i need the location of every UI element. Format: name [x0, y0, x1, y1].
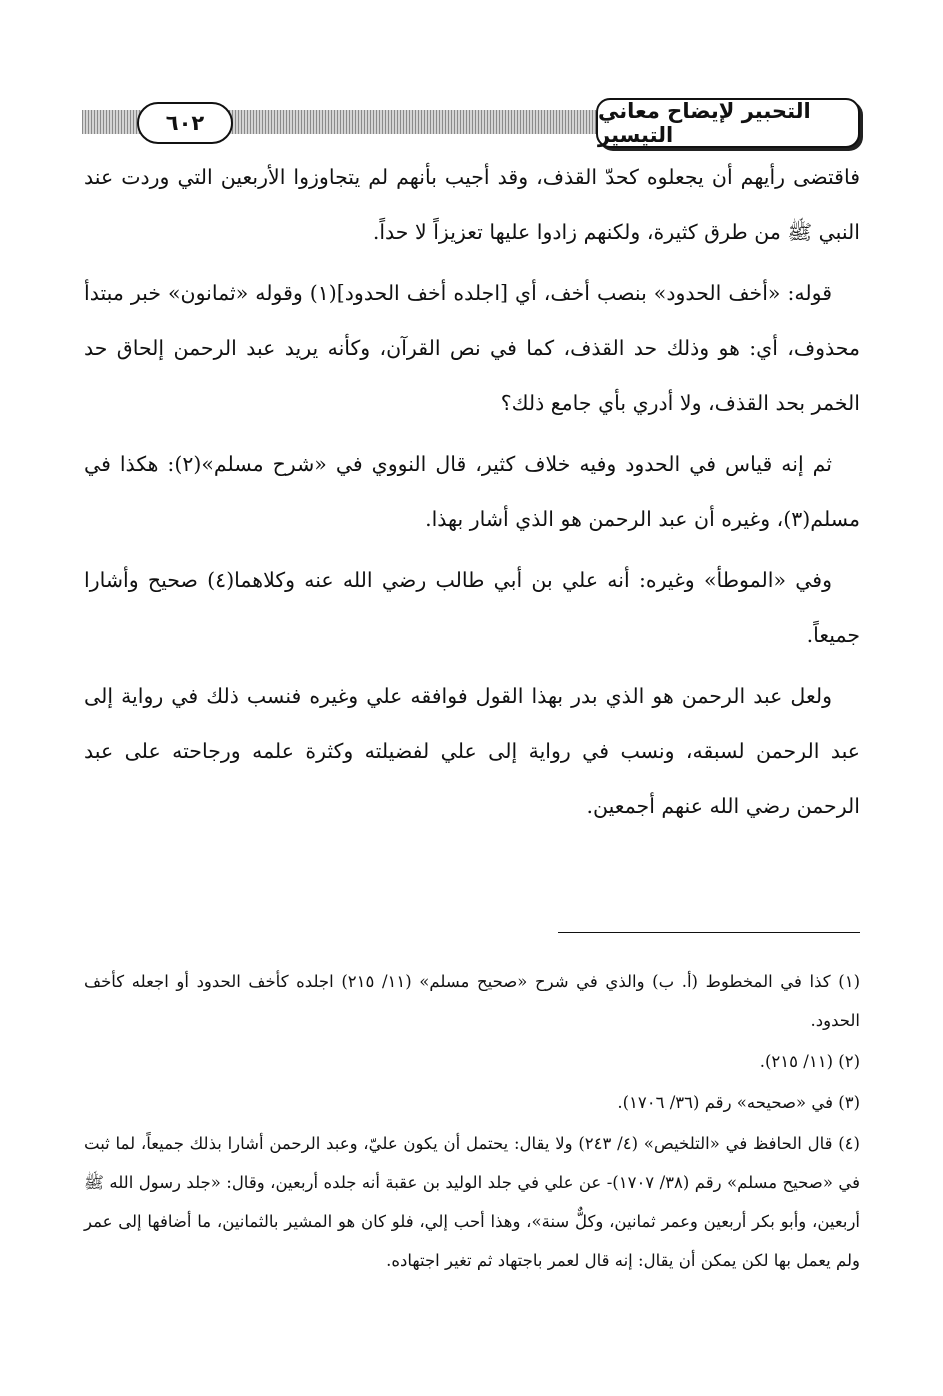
footnote: (٣) في «صحيحه» رقم (٣٦/ ١٧٠٦).	[617, 1093, 860, 1112]
body-text	[84, 150, 860, 834]
footnote-separator	[558, 932, 860, 933]
page-number: ٦٠٢	[137, 102, 233, 144]
body-paragraph: وفي «الموطأ» وغيره: أنه علي بن أبي طالب رضي الله عنه وكلاهما(٤) صحيح وأشارا جميعاً.	[84, 568, 860, 647]
footnotes	[84, 962, 860, 1280]
book-title: التحبير لإيضاح معاني التيسير	[596, 98, 860, 148]
body-paragraph: قوله: «أخف الحدود» بنصب أخف، أي [اجلده أخف الحدود](١) وقوله «ثمانون» خبر مبتدأ محذوف، أي: هو وذلك حد القذف، كما في نص القرآن، وكأنه يريد عبد الرحمن إلحاق حد الخمر بحد القذف، ولا أدري بأي جامع ذلك؟	[84, 281, 860, 415]
page-header	[82, 98, 860, 150]
body-paragraph: فاقتضى رأيهم أن يجعلوه كحدّ القذف، وقد أجيب بأنهم لم يتجاوزوا الأربعين التي وردت عند النبي ﷺ من طرق كثيرة، ولكنهم زادوا عليها تعزيزاً لا حداً.	[84, 165, 860, 244]
body-paragraph: ولعل عبد الرحمن هو الذي بدر بهذا القول فوافقه علي وغيره فنسب ذلك في رواية إلى عبد الرحمن لسبقه، ونسب في رواية إلى علي لفضيلته وكثرة علمه ورجاحته على عبد الرحمن رضي الله عنهم أجمعين.	[84, 684, 860, 818]
footnote: (٤) قال الحافظ في «التلخيص» (٤/ ٢٤٣) ولا يقال: يحتمل أن يكون عليّ، وعبد الرحمن أشارا بذلك جميعاً، لما ثبت في «صحيح مسلم» رقم (٣٨/ ١٧٠٧)- عن علي في جلد الوليد بن عقبة أنه جلده أربعين، وقال: «جلد رسول الله ﷺ أربعين، وأبو بكر أربعين وعمر ثمانين، وكلٌّ سنة»، وهذا أحب إلي، فلو كان هو المشير بالثمانين، ما أضافها إلى عمر ولم يعمل بها لكن يمكن أن يقال: إنه قال لعمر باجتهاد ثم تغير اجتهاده.	[84, 1134, 860, 1270]
body-paragraph: ثم إنه قياس في الحدود وفيه خلاف كثير، قال النووي في «شرح مسلم»(٢): هكذا في مسلم(٣)، وغيره أن عبد الرحمن هو الذي أشار بهذا.	[84, 452, 860, 531]
footnote: (١) كذا في المخطوط (أ. ب) والذي في شرح «صحيح مسلم» (١١/ ٢١٥) اجلده كأخف الحدود أو اجعله كأخف الحدود.	[84, 972, 860, 1030]
footnote: (٢) (١١/ ٢١٥).	[759, 1052, 860, 1071]
